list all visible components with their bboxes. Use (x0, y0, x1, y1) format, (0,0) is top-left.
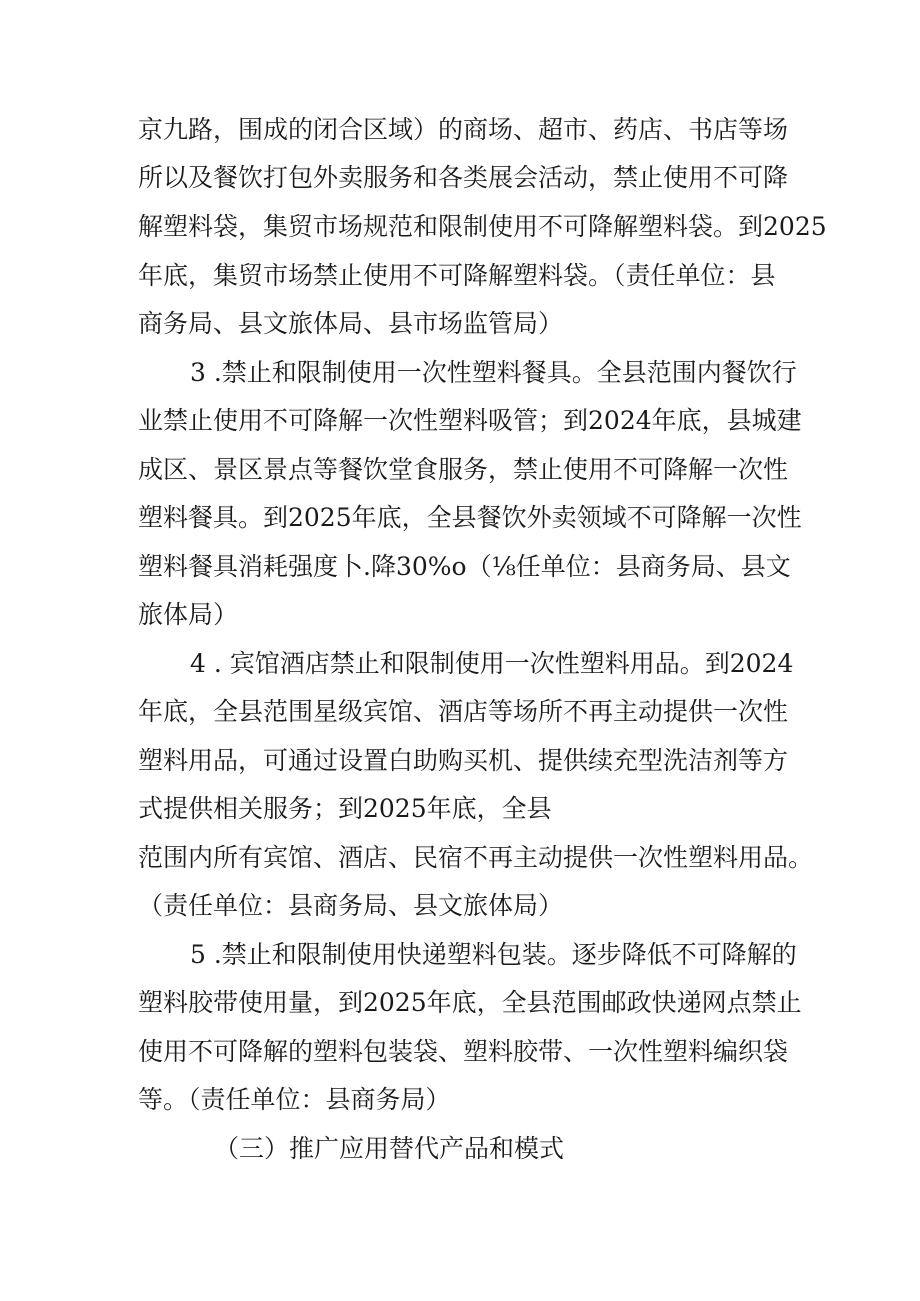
text-line: 使用不可降解的塑料包装袋、塑料胶带、一次性塑料编织袋 (138, 1037, 789, 1066)
text-line: 等。（责任单位：县商务局） (138, 1085, 451, 1114)
item-3-heading-line: 3 .禁止和限制使用一次性塑料餐具。全县范围内餐饮行 (190, 358, 797, 387)
text-line: 塑料用品，可通过设置白助购买机、提供续充型洗洁剂等方 (138, 746, 789, 775)
item-4-heading-line: 4 . 宾馆酒店禁止和限制使用一次性塑料用品。到2024 (190, 649, 794, 678)
text-line: 塑料胶带使用量，到2025年底，全县范围邮政快递网点禁止 (138, 988, 802, 1017)
text-line: 所以及餐饮打包外卖服务和各类展会活动，禁止使用不可降 (138, 163, 789, 192)
text-line: 解塑料袋，集贸市场规范和限制使用不可降解塑料袋。到2025 (138, 212, 827, 241)
text-line: 业禁止使用不可降解一次性塑料吸管；到2024年底，县城建 (138, 406, 802, 435)
text-line: 京九路，围成的闭合区域）的商场、超市、药店、书店等场 (138, 115, 789, 144)
text-line: 范围内所有宾馆、酒店、民宿不再主动提供一次性塑料用品。 (138, 843, 814, 872)
text-line: 成区、景区景点等餐饮堂食服务，禁止使用不可降解一次性 (138, 455, 789, 484)
section-heading: （三）推广应用替代产品和模式 (214, 1134, 565, 1163)
text-line: 年底，集贸市场禁止使用不可降解塑料袋。（责任单位：县 (138, 261, 776, 290)
text-line: 式提供相关服务；到2025年底，全县 (138, 794, 552, 823)
text-line: 年底，全县范围星级宾馆、酒店等场所不再主动提供一次性 (138, 697, 789, 726)
text-line: 商务局、县文旅体局、县市场监管局） (138, 309, 564, 338)
text-line: 塑料餐具消耗强度卜.降30%o（⅛任单位：县商务局、县文 (138, 552, 791, 581)
text-line: 塑料餐具。到2025年底，全县餐饮外卖领域不可降解一次性 (138, 503, 802, 532)
item-5-heading-line: 5 .禁止和限制使用快递塑料包装。逐步降低不可降解的 (190, 940, 797, 969)
text-line: （责任单位：县商务局、县文旅体局） (138, 891, 564, 920)
text-line: 旅体局） (138, 600, 239, 629)
